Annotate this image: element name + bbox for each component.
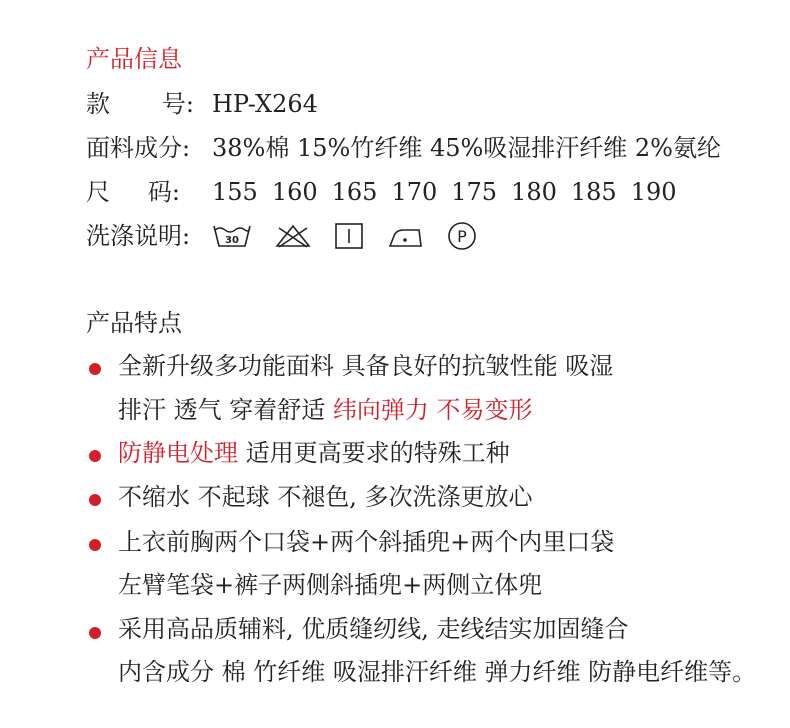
- size-label: 尺 码:: [86, 178, 180, 206]
- feature-4-line-1: 上衣前胸两个口袋+两个斜插兜+两个内里口袋: [118, 528, 615, 556]
- feature-3: 不缩水 不起球 不褪色, 多次洗涤更放心: [118, 483, 533, 511]
- highlight-text: 防静电处理: [118, 439, 238, 467]
- bullet-dot: [89, 539, 101, 551]
- feature-1-line-1: 全新升级多功能面料 具备良好的抗皱性能 吸湿: [118, 352, 614, 380]
- fabric-row: [86, 133, 721, 163]
- hang-dry-icon: [334, 222, 364, 250]
- bullet-dot: [89, 363, 101, 375]
- fabric-value: 38%棉 15%竹纤维 45%吸湿排汗纤维 2%氨纶: [212, 134, 721, 162]
- dry-clean-p-icon: [446, 220, 478, 252]
- feature-5-line-2: 内含成分 棉 竹纤维 吸湿排汗纤维 弹力纤维 防静电纤维等。: [118, 658, 757, 686]
- wash-label: 洗涤说明:: [86, 222, 191, 250]
- dry-clean-text: P: [457, 227, 467, 246]
- model-row: [86, 89, 318, 119]
- size-value: 165: [331, 178, 378, 206]
- iron-low-icon: [386, 222, 424, 250]
- size-value: 155: [212, 178, 258, 206]
- wash-30-icon: [212, 222, 252, 250]
- features-title: 产品特点: [86, 309, 182, 337]
- size-value: 190: [630, 178, 677, 206]
- product-info-title: 产品信息: [86, 45, 182, 73]
- wash-row: [86, 220, 478, 252]
- wash-30-text: 30: [225, 235, 239, 246]
- bullet-dot: [89, 627, 101, 639]
- no-bleach-icon: [274, 222, 312, 250]
- highlight-text: 纬向弹力 不易变形: [332, 396, 533, 424]
- fabric-label: 面料成分:: [86, 134, 191, 162]
- feature-2: 防静电处理 适用更高要求的特殊工种: [118, 439, 510, 467]
- bullet-dot: [89, 494, 101, 506]
- wash-icons: [212, 220, 478, 252]
- size-value: 175: [451, 178, 498, 206]
- size-value: 185: [570, 178, 617, 206]
- feature-5-line-1: 采用高品质辅料, 优质缝纫线, 走线结实加固缝合: [118, 615, 629, 643]
- size-row: [86, 177, 691, 207]
- bullet-dot: [89, 450, 101, 462]
- size-value: 180: [511, 178, 557, 206]
- model-value: HP-X264: [212, 90, 318, 118]
- feature-4-line-2: 左臂笔袋+裤子两侧斜插兜+两侧立体兜: [118, 571, 543, 599]
- size-value: 170: [391, 178, 438, 206]
- feature-1-line-2: 排汗 透气 穿着舒适 纬向弹力 不易变形: [118, 396, 533, 424]
- model-label: 款 号:: [86, 90, 194, 118]
- size-value: 160: [271, 178, 318, 206]
